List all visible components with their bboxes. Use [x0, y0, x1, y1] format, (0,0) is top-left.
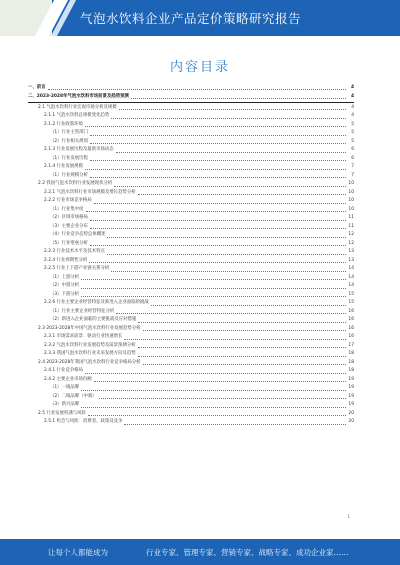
- toc-entry[interactable]: [28, 393, 354, 402]
- toc-entry-page: 10: [348, 198, 354, 204]
- toc-entry[interactable]: [28, 316, 354, 325]
- toc-entry[interactable]: [28, 376, 354, 385]
- toc-entry[interactable]: [28, 333, 354, 342]
- toc-dot-leader: [143, 330, 346, 331]
- toc-entry[interactable]: [28, 121, 354, 130]
- toc-entry-page: 10: [348, 206, 354, 212]
- toc-dot-leader: [81, 279, 346, 280]
- toc-entry-page: 20: [348, 419, 354, 425]
- toc-entry-title: （2）行业相关规划: [50, 138, 88, 144]
- toc-entry[interactable]: [28, 248, 354, 257]
- toc-entry-title: （2）区域市场格局: [50, 215, 88, 221]
- toc-entry-page: 7: [351, 164, 354, 170]
- toc-entry[interactable]: [28, 146, 354, 155]
- toc-entry-page: 15: [348, 300, 354, 306]
- toc-entry-page: 14: [348, 266, 354, 272]
- toc-entry-page: 19: [348, 402, 354, 408]
- toc-entry-page: 5: [351, 121, 354, 127]
- toc-entry-page: 14: [348, 283, 354, 289]
- toc-entry-page: 11: [348, 215, 354, 221]
- toc-entry-page: 4: [351, 113, 354, 119]
- header-banner: [0, 0, 400, 36]
- toc-entry[interactable]: [28, 206, 354, 215]
- toc-entry-page: 19: [348, 393, 354, 399]
- toc-dot-leader: [111, 271, 346, 272]
- toc-entry-page: 18: [348, 359, 354, 365]
- toc-entry-title: （2）中游分析: [50, 283, 80, 289]
- toc-dot-leader: [94, 203, 346, 204]
- toc-entry[interactable]: [28, 342, 354, 351]
- toc-entry-title: （1）上游分析: [50, 274, 80, 280]
- toc-entry-title: 2.2.4 行业周期性分析: [44, 257, 88, 263]
- toc-entry[interactable]: [28, 138, 354, 147]
- toc-entry-title: （3）主要企业分布: [50, 223, 88, 229]
- toc-entry[interactable]: [28, 299, 354, 308]
- toc-dot-leader: [124, 339, 346, 340]
- toc-entry-title: 2.3.2 气泡水饮料行业发展趋势及前景预测分析: [44, 342, 136, 348]
- toc-entry-title: 2.3 2023-2028年中国气泡水饮料行业发展趋势分析: [38, 325, 141, 331]
- toc-dot-leader: [124, 424, 346, 425]
- toc-entry-title: 2.4.2 主要企业市场份额: [44, 376, 92, 382]
- toc-entry-page: 11: [348, 223, 354, 229]
- toc-dot-leader: [90, 135, 346, 136]
- toc-entry[interactable]: [28, 350, 354, 359]
- toc-dot-leader: [116, 313, 346, 314]
- toc-dot-leader: [107, 254, 346, 255]
- toc-dot-leader: [89, 262, 346, 263]
- footer-slogan-right: 行业专家、管理专家、营销专家、战略专家、成功企业家……: [146, 548, 349, 557]
- toc-dot-leader: [86, 211, 346, 212]
- toc-dot-leader: [90, 228, 346, 229]
- toc-entry[interactable]: [28, 129, 354, 138]
- toc-entry[interactable]: [28, 93, 354, 102]
- toc-entry[interactable]: [28, 282, 354, 291]
- toc-entry-page: 12: [348, 232, 354, 238]
- toc-entry[interactable]: [28, 359, 354, 368]
- toc-entry-page: 13: [348, 249, 354, 255]
- toc-dot-leader: [138, 356, 346, 357]
- toc-entry-title: 2.5 行业发展机遇与风险: [38, 410, 86, 416]
- toc-dot-leader: [90, 245, 346, 246]
- toc-entry[interactable]: [28, 172, 354, 181]
- toc-entry[interactable]: [28, 257, 354, 266]
- toc-entry[interactable]: [28, 104, 354, 113]
- toc-entry[interactable]: [28, 197, 354, 206]
- toc-entry-title: 一、前言: [28, 85, 46, 90]
- toc-entry-page: 16: [348, 317, 354, 323]
- toc-dot-leader: [143, 364, 346, 365]
- toc-entry-title: 2.4 2023-2028年我国气泡水饮料行业竞争格局分析: [38, 359, 141, 365]
- toc-entry-page: 6: [351, 147, 354, 153]
- toc-entry-page: 10: [348, 189, 354, 195]
- toc-entry-title: （1）行业发展历程: [50, 155, 88, 161]
- toc-dot-leader: [90, 220, 346, 221]
- toc-entry[interactable]: [28, 189, 354, 198]
- toc-entry-title: 2.1.4 行业发展规模: [44, 164, 83, 170]
- toc-entry-page: 15: [348, 291, 354, 297]
- toc-dot-leader: [85, 373, 346, 374]
- toc-dot-leader: [119, 109, 346, 110]
- toc-entry-title: 2.1.1 气泡水饮料总规模变化趋势: [44, 113, 110, 119]
- toc-entry-title: 2.4.1 行业竞争格局: [44, 368, 83, 374]
- toc-dot-leader: [81, 288, 346, 289]
- toc-entry-title: 2.2.2 行业市场竞争格局: [44, 198, 92, 204]
- toc-dot-leader: [88, 415, 346, 416]
- toc-divider: [28, 102, 354, 103]
- footer-banner: [0, 539, 400, 565]
- toc-entry-page: 19: [348, 385, 354, 391]
- toc-entry-title: （1）行业主管部门: [50, 130, 88, 136]
- toc-entry-title: 2.3.1 市场需求前景：驱动行业快速增长: [44, 334, 123, 340]
- toc-entry-title: （5）行业壁垒分析: [50, 240, 88, 246]
- toc-entry-title: （1）行业规模分析: [50, 172, 88, 178]
- toc-dot-leader: [81, 407, 346, 408]
- toc-entry[interactable]: [28, 112, 354, 121]
- toc-entry-title: 2.3.3 我国气泡水饮料行业未来发展方向及趋势: [44, 351, 136, 357]
- toc-dot-leader: [85, 169, 346, 170]
- toc-entry-title: 2.2.1 气泡水饮料行业市场规模及增长趋势分析: [44, 189, 136, 195]
- toc-entry[interactable]: [28, 214, 354, 223]
- toc-entry-page: 18: [348, 368, 354, 374]
- toc-entry-page: 16: [348, 308, 354, 314]
- toc-entry-page: 14: [348, 274, 354, 280]
- toc-entry[interactable]: [28, 163, 354, 172]
- toc-dot-leader: [48, 89, 346, 90]
- toc-dot-leader: [90, 160, 346, 161]
- toc-entry-page: 19: [348, 376, 354, 382]
- toc-dot-leader: [94, 381, 346, 382]
- toc-entry-page: 4: [350, 93, 354, 99]
- toc-entry[interactable]: [28, 231, 354, 240]
- toc-entry-page: 20: [348, 410, 354, 416]
- toc-dot-leader: [138, 347, 346, 348]
- toc-entry-page: 18: [348, 351, 354, 357]
- toc-entry[interactable]: [28, 325, 354, 334]
- toc-entry-title: 2.1.2 行业政策环境: [44, 121, 83, 127]
- toc-entry[interactable]: [28, 180, 354, 189]
- toc-entry-title: 2.5.1 机会与风险：消费者、政策及竞争: [44, 419, 123, 425]
- toc-dot-leader: [99, 398, 346, 399]
- toc-entry-title: （1）行业主要企业经营特征分析: [50, 308, 115, 314]
- toc-dot-leader: [114, 186, 346, 187]
- toc-entry-title: 二、2023-2028年气泡水饮料市场前景及趋势预测: [28, 93, 129, 99]
- toc-entry-page: 13: [348, 257, 354, 263]
- toc-entry[interactable]: [28, 401, 354, 410]
- toc-dot-leader: [151, 305, 346, 306]
- toc-entry-page: 16: [348, 334, 354, 340]
- toc-entry-page: 16: [348, 325, 354, 331]
- toc-entry[interactable]: [28, 265, 354, 274]
- toc-dot-leader: [116, 152, 346, 153]
- toc-entry-title: 2.1 气泡水饮料行业宏观市场分析及规模: [38, 104, 117, 110]
- toc-dot-leader: [138, 322, 346, 323]
- toc-entry-title: 2.1.3 行业发展历程及最新市场动态: [44, 147, 114, 153]
- toc-entry[interactable]: [28, 223, 354, 232]
- toc-entry[interactable]: [28, 308, 354, 317]
- toc-entry[interactable]: [28, 155, 354, 164]
- toc-entry-page: 12: [348, 240, 354, 246]
- toc-dot-leader: [138, 194, 346, 195]
- toc-entry-title: （1）一线品牌: [50, 385, 80, 391]
- toc-entry-title: 2.2 我国气泡水饮料行业发展现状分析: [38, 181, 113, 187]
- toc-dot-leader: [90, 143, 346, 144]
- page-number: 1: [347, 514, 350, 519]
- toc-dot-leader: [81, 296, 346, 297]
- toc-dot-leader: [131, 98, 346, 99]
- toc-dot-leader: [90, 177, 346, 178]
- toc-entry-page: 5: [351, 138, 354, 144]
- toc-entry[interactable]: [28, 291, 354, 300]
- toc-dot-leader: [81, 390, 346, 391]
- toc-entry-title: （2）新进入企业面临的主要挑战及应对措施: [50, 317, 137, 323]
- toc-entry[interactable]: [28, 274, 354, 283]
- toc-entry-title: （1）行业集中度: [50, 206, 84, 212]
- toc-entry[interactable]: [28, 240, 354, 249]
- toc-entry-page: 17: [348, 342, 354, 348]
- toc-dot-leader: [107, 237, 346, 238]
- toc-entry-page: 4: [351, 104, 354, 110]
- toc-entry-title: 2.2.6 行业主要企业经营特征及新进入企业面临的挑战: [44, 300, 149, 306]
- toc-entry[interactable]: [28, 367, 354, 376]
- table-of-contents: [28, 84, 354, 427]
- toc-entry-title: 2.2.3 行业技术水平及技术特点: [44, 249, 105, 255]
- toc-entry[interactable]: [28, 84, 354, 93]
- toc-dot-leader: [111, 118, 346, 119]
- toc-entry-page: 6: [351, 155, 354, 161]
- toc-entry-page: 4: [350, 85, 354, 90]
- toc-entry-page: 5: [351, 130, 354, 136]
- toc-entry-page: 10: [348, 181, 354, 187]
- toc-entry-page: 7: [351, 172, 354, 178]
- toc-dot-leader: [85, 126, 346, 127]
- toc-entry-title: （3）新兴品牌: [50, 402, 80, 408]
- toc-heading: 内容目录: [169, 60, 230, 75]
- toc-entry[interactable]: [28, 410, 354, 419]
- footer-slogan-left: 让每个人都能成为: [48, 548, 108, 557]
- toc-entry-title: 2.2.5 行业上下游产业链关系分析: [44, 266, 110, 272]
- toc-entry[interactable]: [28, 418, 354, 427]
- toc-entry-title: （2）二线品牌（中端）: [50, 393, 97, 399]
- toc-entry-title: （3）下游分析: [50, 291, 80, 297]
- toc-entry[interactable]: [28, 384, 354, 393]
- toc-entry-title: （4）行业竞争态势总体概述: [50, 232, 106, 238]
- report-title: 气泡水饮料企业产品定价策略研究报告: [80, 11, 302, 26]
